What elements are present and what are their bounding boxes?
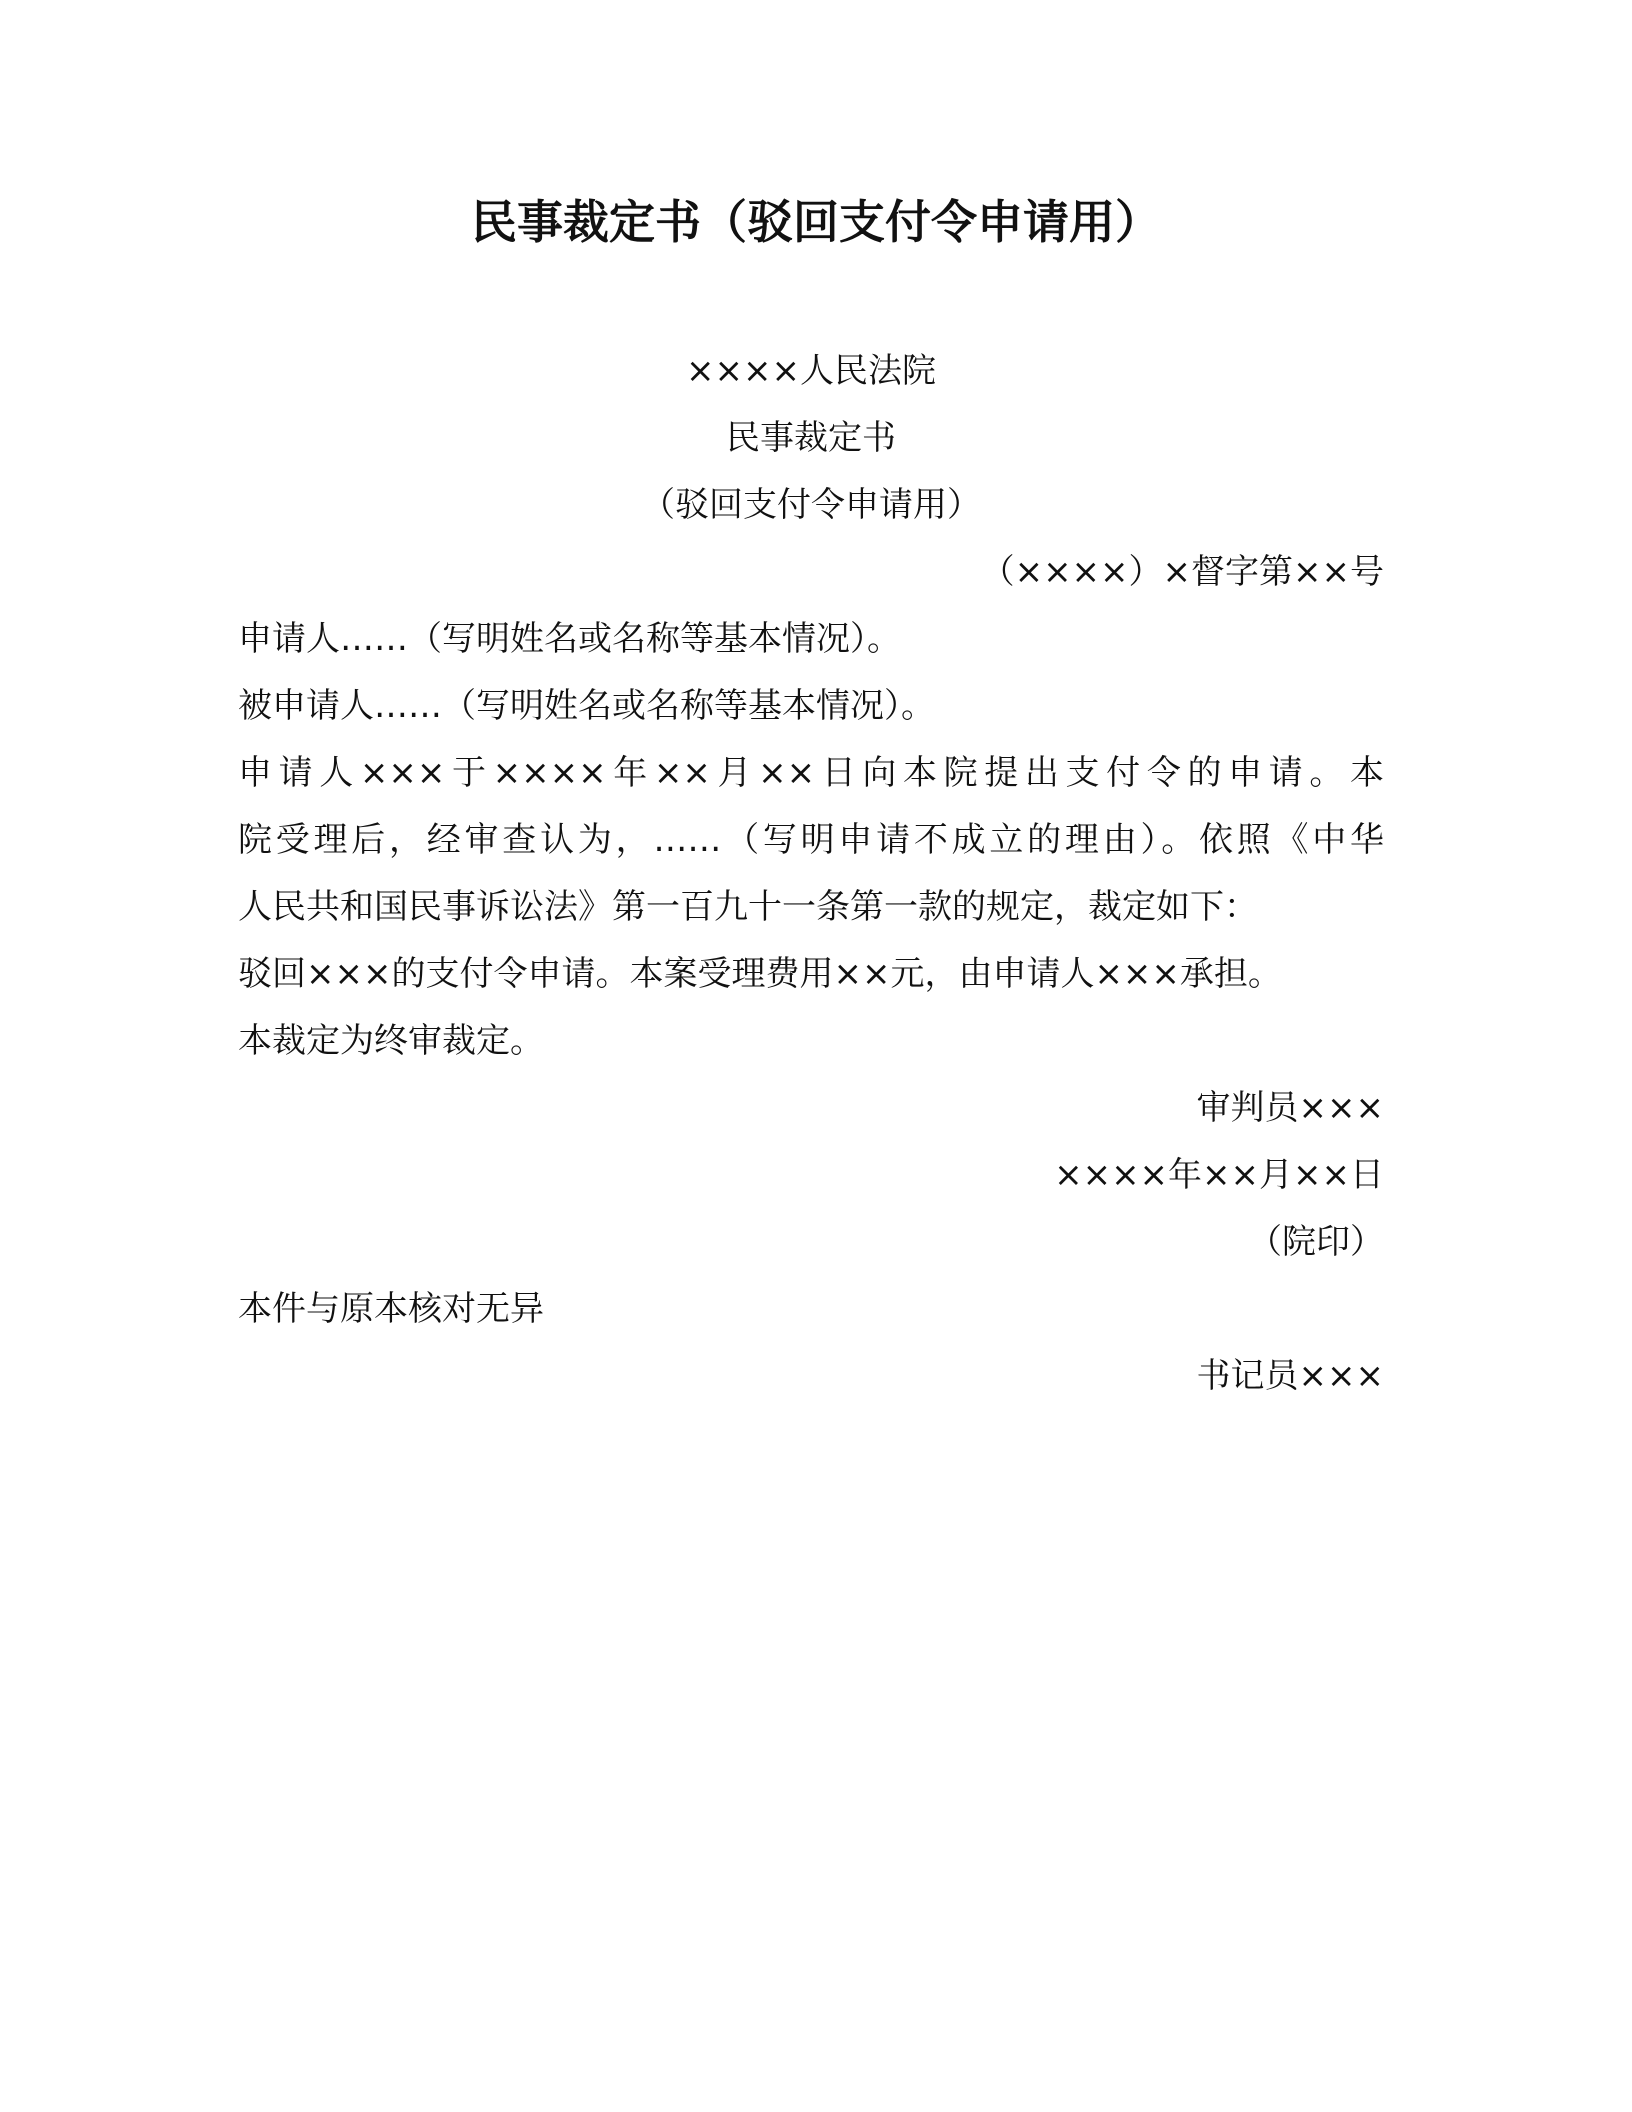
court-name: ××××人民法院 xyxy=(686,351,936,391)
respondent-info: 被申请人……（写明姓名或名称等基本情况）。 xyxy=(238,686,935,726)
ruling-text: 驳回×××的支付令申请。本案受理费用××元，由申请人×××承担。 xyxy=(238,954,1282,994)
ruling-date: ××××年××月××日 xyxy=(1054,1155,1384,1195)
applicant-info: 申请人……（写明姓名或名称等基本情况）。 xyxy=(238,619,901,659)
verification-note: 本件与原本核对无异 xyxy=(238,1289,544,1329)
case-number: （××××）×督字第××号 xyxy=(980,552,1384,592)
document-subtype: （驳回支付令申请用） xyxy=(641,485,981,525)
body-paragraph-line-3: 人民共和国民事诉讼法》第一百九十一条第一款的规定，裁定如下： xyxy=(238,887,1258,927)
document-body xyxy=(238,338,1384,1410)
document-type: 民事裁定书 xyxy=(726,418,896,458)
document-title: 民事裁定书（驳回支付令申请用） xyxy=(471,195,1161,249)
judge-signature: 审判员××× xyxy=(1196,1088,1384,1128)
clerk-signature: 书记员××× xyxy=(1196,1356,1384,1396)
body-paragraph-line-2: 院受理后，经审查认为，……（写明申请不成立的理由）。依照《中华 xyxy=(238,820,1384,860)
body-paragraph-line-1: 申请人×××于××××年××月××日向本院提出支付令的申请。本 xyxy=(238,753,1384,793)
court-seal: （院印） xyxy=(1248,1222,1384,1262)
finality-statement: 本裁定为终审裁定。 xyxy=(238,1021,544,1061)
